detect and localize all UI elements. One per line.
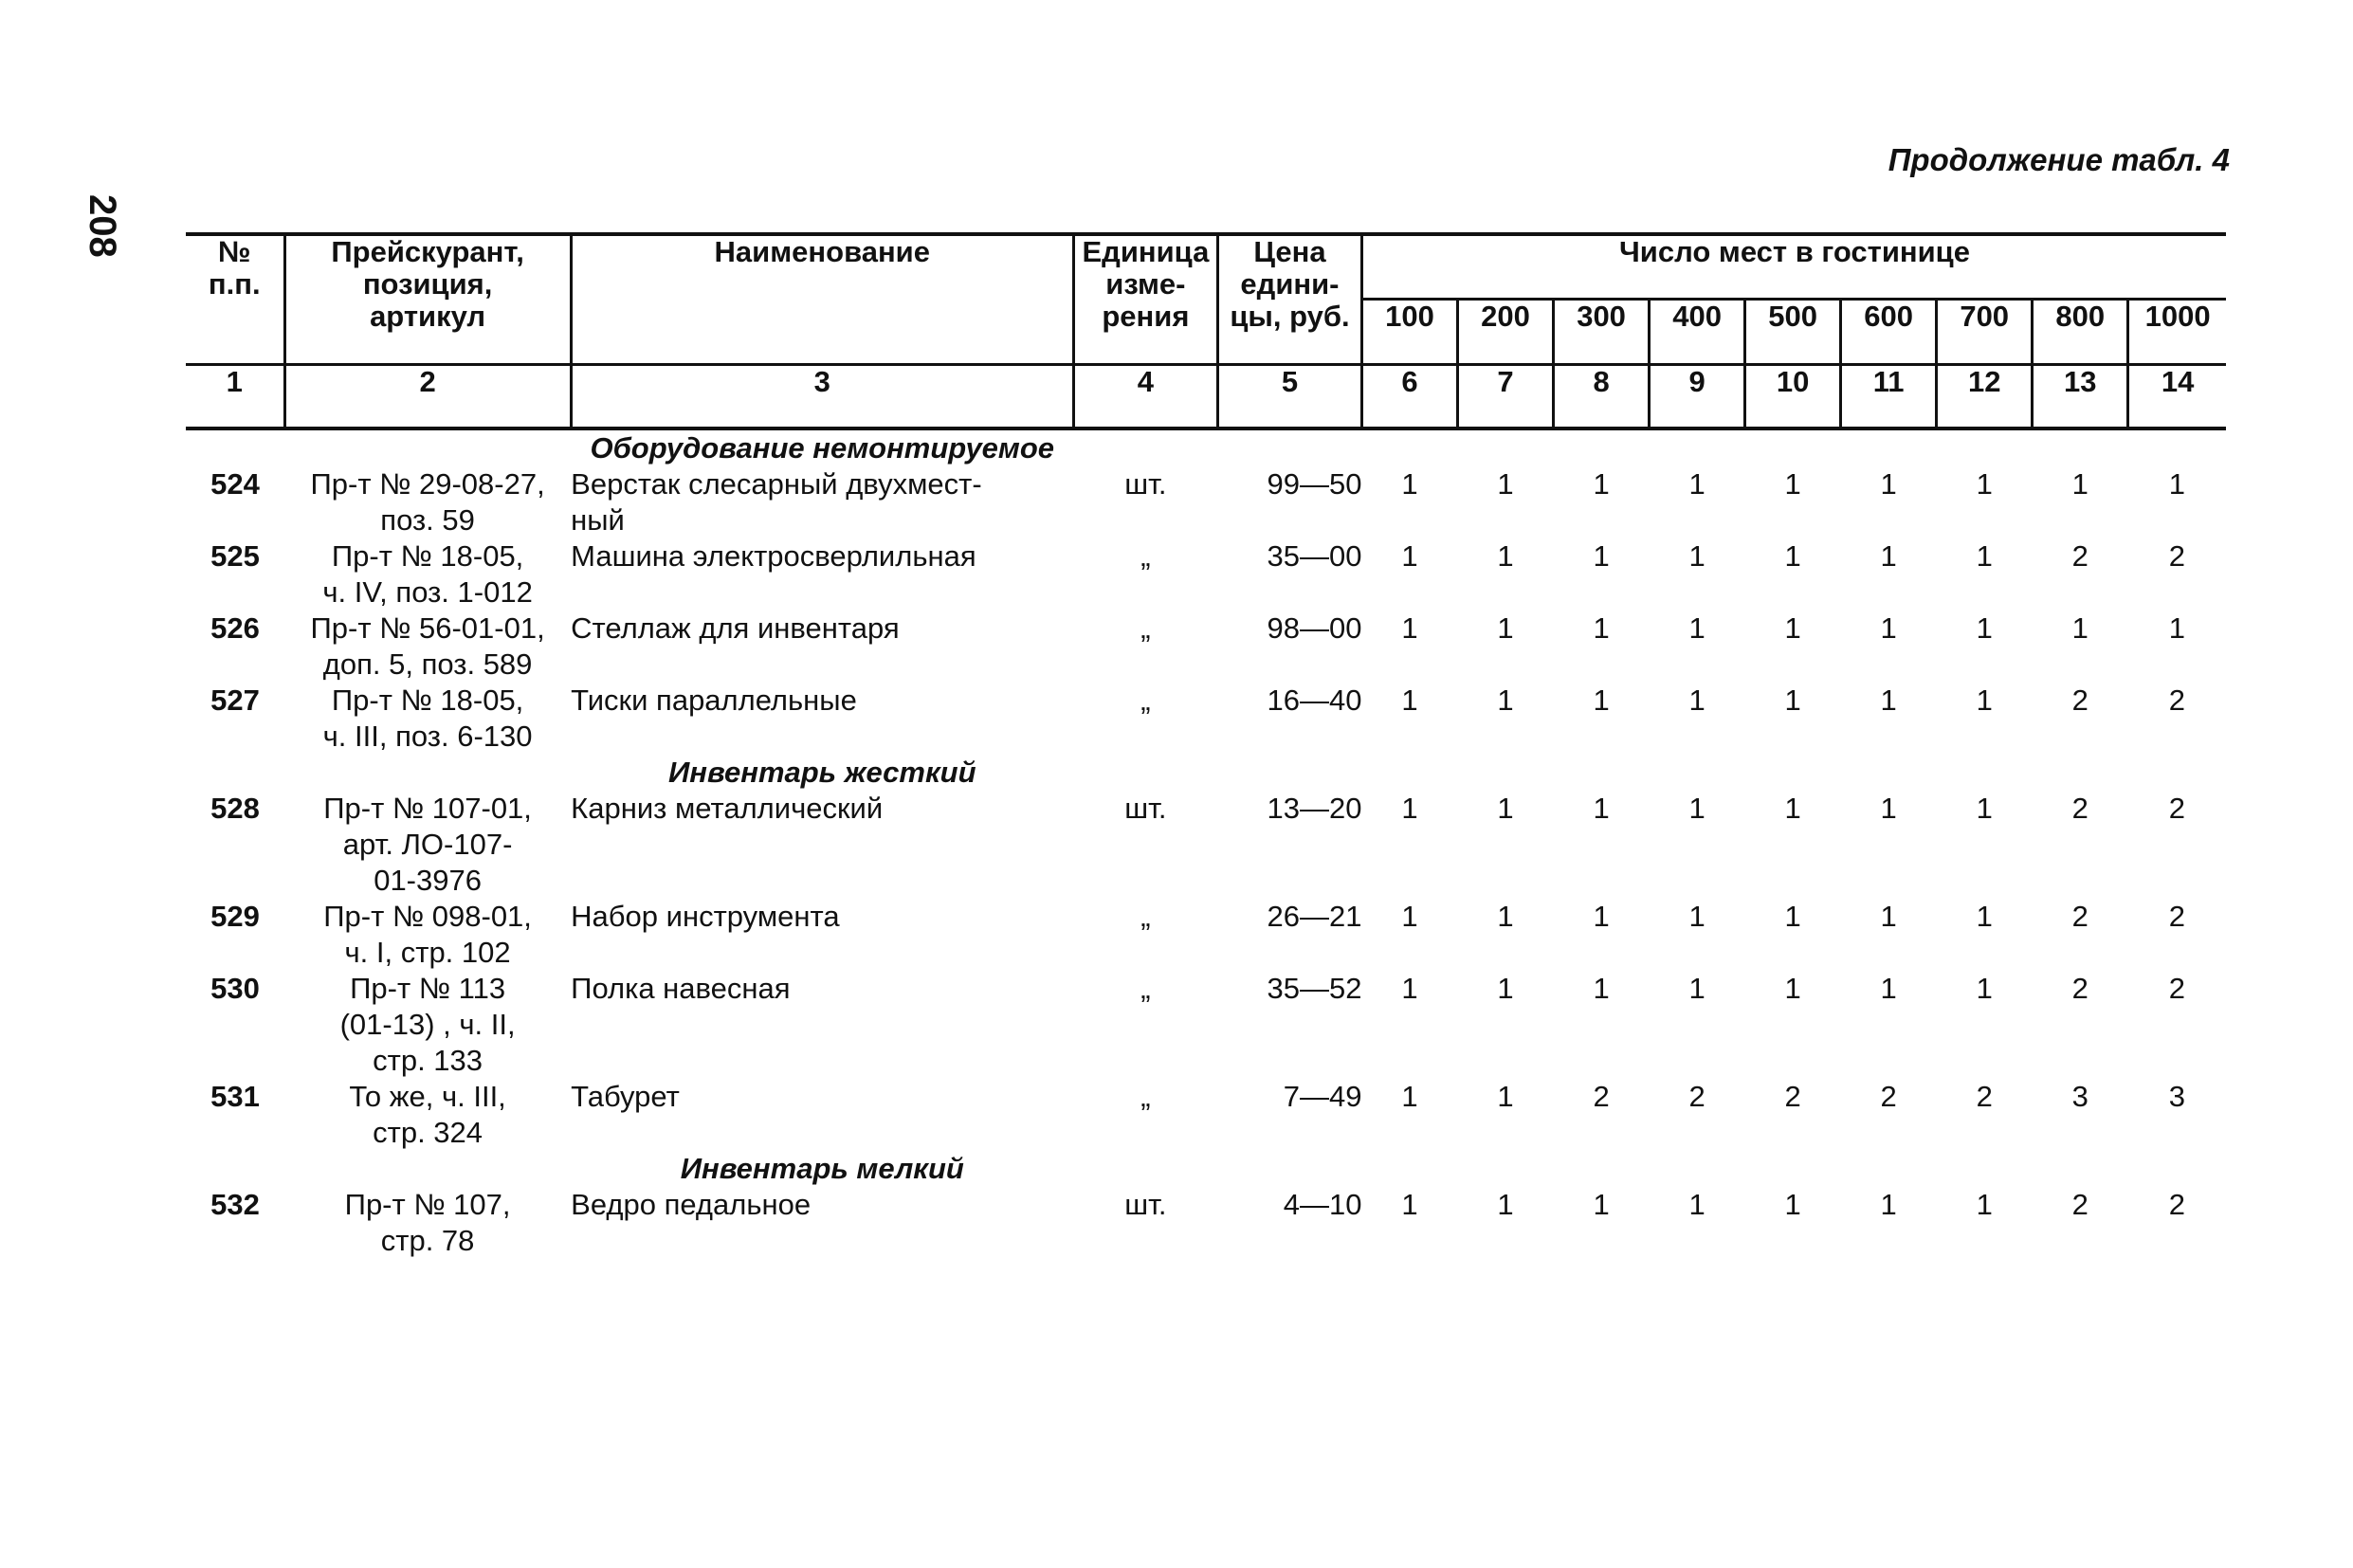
spacer-cell xyxy=(1073,1151,2226,1187)
quantity-cell: 1 xyxy=(1593,611,1610,645)
item-name: Набор инструмента xyxy=(571,900,840,933)
quantity-cell: 2 xyxy=(2071,1188,2089,1221)
quantity-cell: 1 xyxy=(1497,972,1514,1005)
quantity-cell: 1 xyxy=(1688,539,1705,573)
quantity-cell: 1 xyxy=(1401,467,1418,501)
quantity-cell: 1 xyxy=(1401,539,1418,573)
quantity-cell: 1 xyxy=(1497,1188,1514,1221)
quantity-cell: 2 xyxy=(1784,1080,1801,1113)
quantity-cell: 1 xyxy=(1593,539,1610,573)
row-number: 527 xyxy=(210,684,260,717)
unit-of-measure: „ xyxy=(1140,539,1151,573)
quantity-cell: 2 xyxy=(2168,792,2185,825)
spacer-cell xyxy=(186,428,284,466)
quantity-cell: 3 xyxy=(2168,1080,2185,1113)
quantity-cell: 2 xyxy=(2071,684,2089,717)
quantity-cell: 1 xyxy=(1401,1188,1418,1221)
quantity-cell: 1 xyxy=(1497,611,1514,645)
pricelist-reference: Пр-т № 18-05, ч. IV, поз. 1-012 xyxy=(322,539,533,609)
unit-price: 98—00 xyxy=(1267,611,1362,645)
header-name: Наименование xyxy=(571,234,1073,365)
quantity-cell: 1 xyxy=(1688,900,1705,933)
column-number: 2 xyxy=(284,365,571,429)
table-row xyxy=(186,791,2226,899)
section-row xyxy=(186,755,2226,791)
quantity-cell: 1 xyxy=(1401,900,1418,933)
item-name: Полка навесная xyxy=(571,972,791,1005)
header-capacity: 500 xyxy=(1745,300,1841,365)
quantity-cell: 1 xyxy=(1976,467,1993,501)
unit-of-measure: „ xyxy=(1140,684,1151,717)
header-places: Число мест в гостинице xyxy=(1362,234,2227,300)
spacer-cell xyxy=(284,1151,571,1187)
quantity-cell: 3 xyxy=(2071,1080,2089,1113)
pricelist-reference: Пр-т № 56-01-01, доп. 5, поз. 589 xyxy=(310,611,545,681)
table-row xyxy=(186,538,2226,611)
quantity-cell: 1 xyxy=(1784,611,1801,645)
header-unit: Единица изме- рения xyxy=(1073,234,1217,365)
quantity-cell: 1 xyxy=(1880,900,1897,933)
quantity-cell: 1 xyxy=(1784,792,1801,825)
quantity-cell: 2 xyxy=(2168,539,2185,573)
item-name: Машина электросверлильная xyxy=(571,539,976,573)
quantity-cell: 1 xyxy=(1784,1188,1801,1221)
quantity-cell: 1 xyxy=(1401,972,1418,1005)
column-number: 12 xyxy=(1937,365,2033,429)
section-row xyxy=(186,1151,2226,1187)
quantity-cell: 2 xyxy=(2168,684,2185,717)
row-number: 530 xyxy=(210,972,260,1005)
pricelist-reference: То же, ч. III, стр. 324 xyxy=(349,1080,506,1149)
quantity-cell: 1 xyxy=(1976,539,1993,573)
quantity-cell: 1 xyxy=(2168,467,2185,501)
unit-of-measure: „ xyxy=(1140,611,1151,645)
row-number: 532 xyxy=(210,1188,260,1221)
quantity-cell: 1 xyxy=(1688,611,1705,645)
column-number: 13 xyxy=(2033,365,2128,429)
unit-of-measure: шт. xyxy=(1124,467,1167,501)
column-number: 9 xyxy=(1650,365,1745,429)
unit-of-measure: шт. xyxy=(1124,1188,1167,1221)
row-number: 529 xyxy=(210,900,260,933)
header-capacity: 800 xyxy=(2033,300,2128,365)
quantity-cell: 1 xyxy=(1401,684,1418,717)
table-row xyxy=(186,899,2226,971)
quantity-cell: 2 xyxy=(2168,1188,2185,1221)
quantity-cell: 1 xyxy=(1784,467,1801,501)
column-number: 14 xyxy=(2128,365,2226,429)
item-name: Табурет xyxy=(571,1080,680,1113)
row-number: 525 xyxy=(210,539,260,573)
quantity-cell: 1 xyxy=(1593,1188,1610,1221)
table-row xyxy=(186,466,2226,538)
header-capacity: 100 xyxy=(1362,300,1458,365)
header-capacity: 1000 xyxy=(2128,300,2226,365)
item-name: Карниз металлический xyxy=(571,792,884,825)
quantity-cell: 1 xyxy=(1497,900,1514,933)
spacer-cell xyxy=(186,1151,284,1187)
quantity-cell: 2 xyxy=(2168,972,2185,1005)
quantity-cell: 1 xyxy=(1401,792,1418,825)
quantity-cell: 1 xyxy=(1880,1188,1897,1221)
column-number: 10 xyxy=(1745,365,1841,429)
unit-of-measure: „ xyxy=(1140,900,1151,933)
spacer-cell xyxy=(1073,755,2226,791)
quantity-cell: 1 xyxy=(1593,467,1610,501)
pricelist-reference: Пр-т № 098-01, ч. I, стр. 102 xyxy=(323,900,532,969)
quantity-cell: 2 xyxy=(2168,900,2185,933)
table-continuation-caption: Продолжение табл. 4 xyxy=(1888,142,2230,177)
unit-price: 16—40 xyxy=(1267,684,1362,717)
column-number: 8 xyxy=(1554,365,1650,429)
quantity-cell: 1 xyxy=(2168,611,2185,645)
quantity-cell: 1 xyxy=(1688,792,1705,825)
quantity-cell: 2 xyxy=(2071,900,2089,933)
equipment-table xyxy=(186,232,2226,1259)
quantity-cell: 2 xyxy=(1976,1080,1993,1113)
quantity-cell: 1 xyxy=(1880,611,1897,645)
quantity-cell: 1 xyxy=(1880,792,1897,825)
quantity-cell: 1 xyxy=(1688,467,1705,501)
unit-price: 13—20 xyxy=(1267,792,1362,825)
unit-price: 35—00 xyxy=(1267,539,1362,573)
section-title: Инвентарь мелкий xyxy=(680,1152,964,1185)
unit-of-measure: шт. xyxy=(1124,792,1167,825)
quantity-cell: 1 xyxy=(2071,611,2089,645)
quantity-cell: 1 xyxy=(1497,467,1514,501)
quantity-cell: 1 xyxy=(1784,972,1801,1005)
pricelist-reference: Пр-т № 18-05, ч. III, поз. 6-130 xyxy=(322,684,533,753)
unit-price: 7—49 xyxy=(1283,1080,1362,1113)
header-capacity: 300 xyxy=(1554,300,1650,365)
unit-price: 99—50 xyxy=(1267,467,1362,501)
unit-price: 35—52 xyxy=(1267,972,1362,1005)
pricelist-reference: Пр-т № 113 (01-13) , ч. II, стр. 133 xyxy=(339,972,516,1077)
pricelist-reference: Пр-т № 107, стр. 78 xyxy=(344,1188,511,1257)
header-no: № п.п. xyxy=(186,234,284,365)
quantity-cell: 1 xyxy=(1784,900,1801,933)
quantity-cell: 1 xyxy=(1976,611,1993,645)
unit-of-measure: „ xyxy=(1140,1080,1151,1113)
column-number: 3 xyxy=(571,365,1073,429)
header-capacity: 400 xyxy=(1650,300,1745,365)
quantity-cell: 1 xyxy=(1593,972,1610,1005)
quantity-cell: 1 xyxy=(1401,1080,1418,1113)
section-title: Оборудование немонтируемое xyxy=(590,431,1055,465)
quantity-cell: 1 xyxy=(1976,1188,1993,1221)
quantity-cell: 1 xyxy=(1976,972,1993,1005)
quantity-cell: 1 xyxy=(1784,539,1801,573)
spacer-cell xyxy=(284,428,571,466)
section-row xyxy=(186,428,2226,466)
unit-price: 26—21 xyxy=(1267,900,1362,933)
quantity-cell: 1 xyxy=(1497,684,1514,717)
column-number: 5 xyxy=(1217,365,1361,429)
header-capacity: 700 xyxy=(1937,300,2033,365)
quantity-cell: 1 xyxy=(2071,467,2089,501)
quantity-cell: 1 xyxy=(1593,792,1610,825)
section-title: Инвентарь жесткий xyxy=(668,756,976,789)
quantity-cell: 2 xyxy=(2071,972,2089,1005)
spacer-cell xyxy=(284,755,571,791)
header-price: Цена едини- цы, руб. xyxy=(1217,234,1361,365)
quantity-cell: 1 xyxy=(1401,611,1418,645)
quantity-cell: 1 xyxy=(1976,792,1993,825)
row-number: 528 xyxy=(210,792,260,825)
row-number: 526 xyxy=(210,611,260,645)
spacer-cell xyxy=(1073,428,2226,466)
quantity-cell: 1 xyxy=(1976,900,1993,933)
quantity-cell: 1 xyxy=(1497,1080,1514,1113)
pricelist-reference: Пр-т № 107-01, арт. ЛО-107- 01-3976 xyxy=(323,792,532,897)
quantity-cell: 2 xyxy=(2071,792,2089,825)
table-row xyxy=(186,683,2226,755)
header-capacity: 600 xyxy=(1841,300,1937,365)
column-number: 6 xyxy=(1362,365,1458,429)
unit-price: 4—10 xyxy=(1283,1188,1362,1221)
quantity-cell: 1 xyxy=(1880,684,1897,717)
spacer-cell xyxy=(186,755,284,791)
column-number: 1 xyxy=(186,365,284,429)
column-number: 11 xyxy=(1841,365,1937,429)
quantity-cell: 2 xyxy=(1688,1080,1705,1113)
quantity-cell: 2 xyxy=(1880,1080,1897,1113)
unit-of-measure: „ xyxy=(1140,972,1151,1005)
column-number: 7 xyxy=(1458,365,1554,429)
row-number: 531 xyxy=(210,1080,260,1113)
pricelist-reference: Пр-т № 29-08-27, поз. 59 xyxy=(310,467,545,537)
item-name: Тиски параллельные xyxy=(571,684,857,717)
item-name: Ведро педальное xyxy=(571,1188,812,1221)
quantity-cell: 1 xyxy=(1880,539,1897,573)
row-number: 524 xyxy=(210,467,260,501)
header-pricelist: Прейскурант, позиция, артикул xyxy=(284,234,571,365)
quantity-cell: 1 xyxy=(1593,900,1610,933)
quantity-cell: 1 xyxy=(1784,684,1801,717)
table-row xyxy=(186,1079,2226,1151)
quantity-cell: 2 xyxy=(2071,539,2089,573)
quantity-cell: 1 xyxy=(1688,684,1705,717)
quantity-cell: 1 xyxy=(1593,684,1610,717)
quantity-cell: 1 xyxy=(1497,792,1514,825)
quantity-cell: 1 xyxy=(1688,1188,1705,1221)
quantity-cell: 1 xyxy=(1688,972,1705,1005)
item-name: Стеллаж для инвентаря xyxy=(571,611,900,645)
quantity-cell: 1 xyxy=(1976,684,1993,717)
quantity-cell: 2 xyxy=(1593,1080,1610,1113)
quantity-cell: 1 xyxy=(1880,972,1897,1005)
item-name: Верстак слесарный двухмест- ный xyxy=(571,467,982,537)
page-number: 208 xyxy=(82,194,123,258)
quantity-cell: 1 xyxy=(1880,467,1897,501)
header-capacity: 200 xyxy=(1458,300,1554,365)
table-row xyxy=(186,971,2226,1079)
table-row xyxy=(186,611,2226,683)
quantity-cell: 1 xyxy=(1497,539,1514,573)
table-row xyxy=(186,1187,2226,1259)
column-number: 4 xyxy=(1073,365,1217,429)
